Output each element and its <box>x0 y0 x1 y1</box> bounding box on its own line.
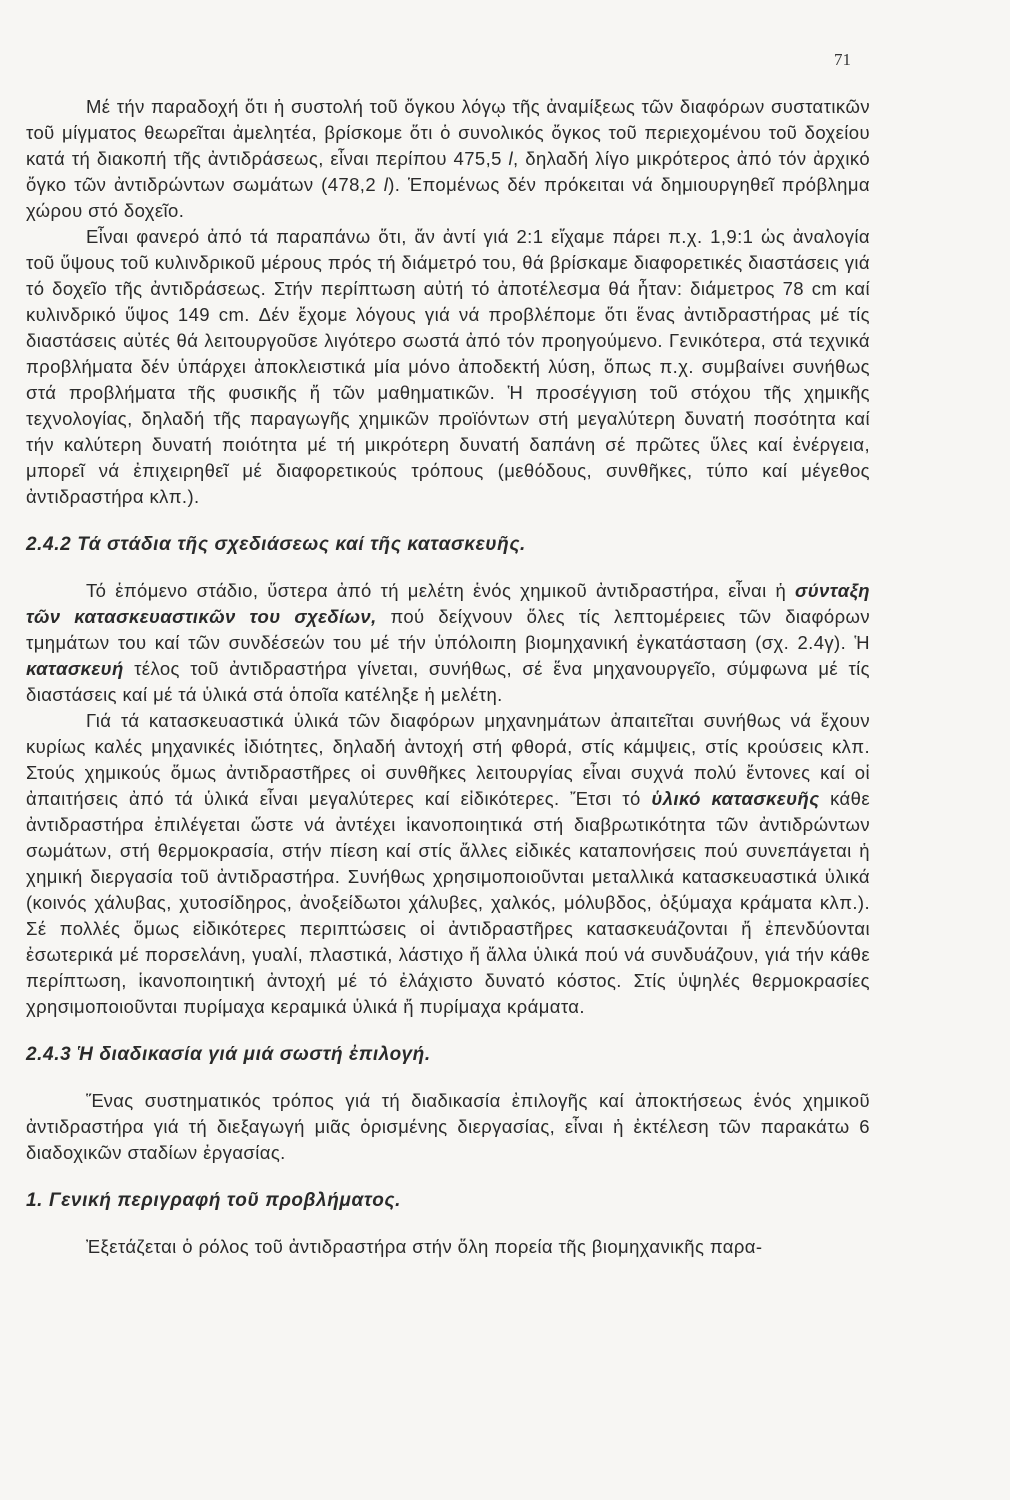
page-number: 71 <box>834 50 851 69</box>
paragraph-volume-check: Μέ τήν παραδοχή ὅτι ἡ συστολή τοῦ ὄγκου λόγῳ τῆς ἀναμίξεως τῶν διαφόρων συστατικῶν τοῦ μίγματος θεωρεῖται ἀμελητέα, βρίσκομε ὅτι ὁ συνολικός ὄγκος τοῦ περιεχομένου τοῦ δοχείου κατά τή διακοπή τῆς ἀντιδράσεως, εἶναι περίπου 475,5 l, δηλαδή λίγο μικρότερος ἀπό τόν ἀρχικό ὄγκο τῶν ἀντιδρώντων σωμάτων (478,2 l). Ἑπομένως δέν πρόκειται νά δημιουργηθεῖ πρόβλημα χώρου στό δοχεῖο. <box>26 96 871 221</box>
emphasis-material: ὑλικό κατασκευῆς <box>651 788 820 809</box>
page-content <box>26 94 870 1260</box>
step-heading-1 <box>26 1188 870 1214</box>
paragraph-design-stage: Τό ἑπόμενο στάδιο, ὕστερα ἀπό τή μελέτη ἑνός χημικοῦ ἀντιδραστήρα, εἶναι ἡ σύνταξη τῶν κατασκευαστικῶν του σχεδίων, πού δείχνουν ὅλες τίς λεπτομέρειες τῶν διαφόρων τμημάτων του καί τῶν συνδέσεών του μέ τήν ὑπόλοιπη βιομηχανική ἐγκατάσταση (σχ. 2.4γ). Ἡ κατασκευή τέλος τοῦ ἀντιδραστήρα γίνεται, συνήθως, σέ ἕνα μηχανουργεῖο, σύμφωνα μέ τίς διαστάσεις καί μέ τά ὑλικά στά ὁποῖα κατέληξε ἡ μελέτη. <box>26 580 870 705</box>
emphasis-construction: κατασκευή <box>26 658 124 679</box>
section-heading-2-4-2 <box>26 532 870 558</box>
liter-unit: l <box>383 174 389 195</box>
paragraph-procedure: Ἕνας συστηματικός τρόπος γιά τή διαδικασία ἐπιλογῆς καί ἀποκτήσεως ἑνός χημικοῦ ἀντιδραστήρα γιά τή διεξαγωγή μιᾶς ὁρισμένης διεργασίας, εἶναι ἡ ἐκτέλεση τῶν παρακάτω 6 διαδοχικῶν σταδίων ἐργασίας. <box>26 1090 870 1163</box>
section-number: 2.4.3 <box>26 1044 72 1065</box>
paragraph-alternative-dimensions: Εἶναι φανερό ἀπό τά παραπάνω ὅτι, ἄν ἀντί γιά 2:1 εἴχαμε πάρει π.χ. 1,9:1 ὡς ἀναλογία τοῦ ὕψους τοῦ κυλινδρικοῦ μέρους πρός τή διάμετρό του, θά βρίσκαμε διαφορετικές διαστάσεις γιά τό δοχεῖο τῆς ἀντιδράσεως. Στήν περίπτωση αὐτή τό ἀποτέλεσμα θά ἦταν: διάμετρος 78 cm καί κυλινδρικό ὕψος 149 cm. Δέν ἔχομε λόγους γιά νά προβλέπομε ὅτι ἕνας ἀντιδραστήρας μέ τίς διαστάσεις αὐτές θά λειτουργοῦσε λιγότερο σωστά ἀπό τόν προηγούμενο. Γενικότερα, στά τεχνικά προβλήματα δέν ὑπάρχει ἀποκλειστικά μία μόνο ἀποδεκτή λύση, ὅπως π.χ. συμβαίνει συνήθως στά προβλήματα τῆς φυσικῆς ἤ τῶν μαθηματικῶν. Ἡ προσέγγιση τοῦ στόχου τῆς χημικῆς τεχνολογίας, δηλαδή τῆς παραγωγῆς χημικῶν προϊόντων στή μεγαλύτερη δυνατή ποσότητα καί τήν καλύτερη δυνατή ποιότητα μέ τή μικρότερη δυνατή δαπάνη σέ πρῶτες ὕλες καί ἐνέργεια, μπορεῖ νά ἐπιχειρηθεῖ μέ διαφορετικούς τρόπους (μεθόδους, συνθῆκες, τύπο καί μέγεθος ἀντιδραστήρα κλπ.). <box>26 226 870 507</box>
step-title: Γενική περιγραφή τοῦ προβλήματος. <box>49 1190 402 1211</box>
paragraph-general-description: Ἐξετάζεται ὁ ρόλος τοῦ ἀντιδραστήρα στήν ὅλη πορεία τῆς βιομηχανικῆς παρα- <box>86 1236 763 1257</box>
step-number: 1. <box>26 1190 44 1211</box>
paragraph-materials: Γιά τά κατασκευαστικά ὑλικά τῶν διαφόρων μηχανημάτων ἀπαιτεῖται συνήθως νά ἔχουν κυρίως καλές μηχανικές ἰδιότητες, δηλαδή ἀντοχή στή φθορά, στίς κάμψεις, στίς κρούσεις κλπ. Στούς χημικούς ὅμως ἀντιδραστῆρες οἱ συνθῆκες λειτουργίας εἶναι συχνά πολύ ἔντονες καί οἱ ἀπαιτήσεις ἀπό τά ὑλικά εἶναι μεγαλύτερες καί εἰδικότερες. Ἔτσι τό ὑλικό κατασκευῆς κάθε ἀντιδραστήρα ἐπιλέγεται ὥστε νά ἀντέχει ἱκανοποιητικά στή διαβρωτικότητα τῶν ἀντιδρώντων σωμάτων, στή θερμοκρασία, στήν πίεση καί στίς ἄλλες εἰδικές καταπονήσεις πού συνεπάγεται ἡ χημική διεργασία τοῦ ἀντιδραστήρα. Συνήθως χρησιμοποιοῦνται μεταλλικά κατασκευαστικά ὑλικά (κοινός χάλυβας, χυτοσίδηρος, ἀνοξείδωτοι χάλυβες, χαλκός, μόλυβδος, ὀξύμαχα κράματα κλπ.). Σέ πολλές ὅμως εἰδικότερες περιπτώσεις οἱ ἀντιδραστῆρες κατασκευάζονται ἤ ἐπενδύονται ἐσωτερικά μέ πορσελάνη, γυαλί, πλαστικά, λάστιχο ἤ ἄλλα ὑλικά πού νά συνδυάζουν, γιά τήν κάθε περίπτωση, ἱκανοποιητική ἀντοχή μέ τό ἐλάχιστο δυνατό κόστος. Στίς ὑψηλές θερμοκρασίες χρησιμοποιοῦνται πυρίμαχα κεραμικά ὑλικά ἤ πυρίμαχα κράματα. <box>26 710 870 1017</box>
liter-unit: l <box>508 148 514 169</box>
section-title: Ἡ διαδικασία γιά μιά σωστή ἐπιλογή. <box>77 1044 431 1065</box>
emphasis-drawings: σύνταξη τῶν κατασκευαστικῶν του σχεδίων, <box>26 580 870 627</box>
section-number: 2.4.2 <box>26 534 72 555</box>
section-heading-2-4-3 <box>26 1042 870 1068</box>
section-title: Τά στάδια τῆς σχεδιάσεως καί τῆς κατασκευῆς. <box>77 534 526 555</box>
